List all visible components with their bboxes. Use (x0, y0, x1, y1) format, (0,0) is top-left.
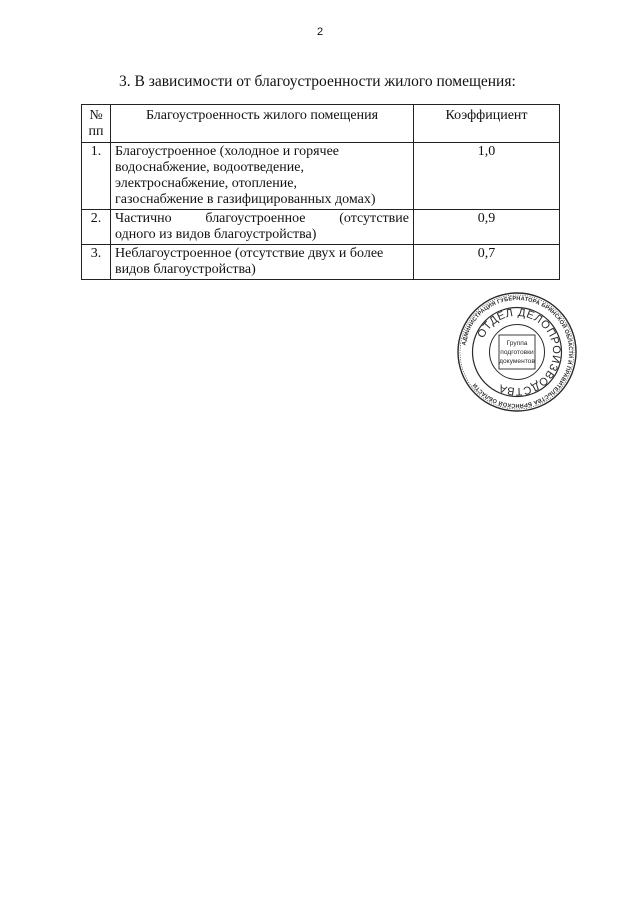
row-description (111, 245, 414, 280)
header-coefficient: Коэффициент (414, 105, 560, 143)
stamp-center-line: документов (499, 358, 535, 365)
coefficient-table (81, 104, 560, 280)
row-number: 2. (82, 210, 111, 245)
row-description (111, 143, 414, 210)
row-number: 1. (82, 143, 111, 210)
table-row (82, 245, 560, 280)
description-line: Частично благоустроенное (отсутствие (115, 211, 409, 226)
description-line: Благоустроенное (холодное и горячее (115, 144, 339, 159)
row-coefficient: 1,0 (414, 143, 560, 210)
section-heading: 3. В зависимости от благоустроенности жилого помещения: (119, 73, 516, 90)
row-number: 3. (82, 245, 111, 280)
header-description: Благоустроенность жилого помещения (111, 105, 414, 143)
description-line: газоснабжение в газифицированных домах) (115, 192, 376, 207)
description-line: Неблагоустроенное (отсутствие двух и более (115, 246, 384, 261)
description-line: водоснабжение, водоотведение, (115, 160, 304, 175)
table-row (82, 210, 560, 245)
stamp-outer-text: АДМИНИСТРАЦИЯ ГУБЕРНАТОРА БРЯНСКОЙ ОБЛАСТИ И ПРАВИТЕЛЬСТВА БРЯНСКОЙ ОБЛАСТИ (461, 295, 574, 409)
page-number: 2 (316, 26, 324, 38)
header-number: № пп (82, 105, 111, 143)
table-header-row (82, 105, 560, 143)
row-coefficient: 0,7 (414, 245, 560, 280)
row-coefficient: 0,9 (414, 210, 560, 245)
stamp-inner-text: ОТДЕЛ ДЕЛОПРОИЗВОДСТВА (475, 306, 563, 398)
description-line: электроснабжение, отопление, (115, 176, 297, 191)
description-line: видов благоустройства) (115, 262, 256, 277)
stamp-center-line: Группа (506, 340, 528, 347)
table-row (82, 143, 560, 210)
stamp-center-line: подготовки (500, 349, 534, 356)
office-stamp (456, 291, 578, 413)
description-line: одного из видов благоустройства) (115, 227, 317, 242)
row-description (111, 210, 414, 245)
